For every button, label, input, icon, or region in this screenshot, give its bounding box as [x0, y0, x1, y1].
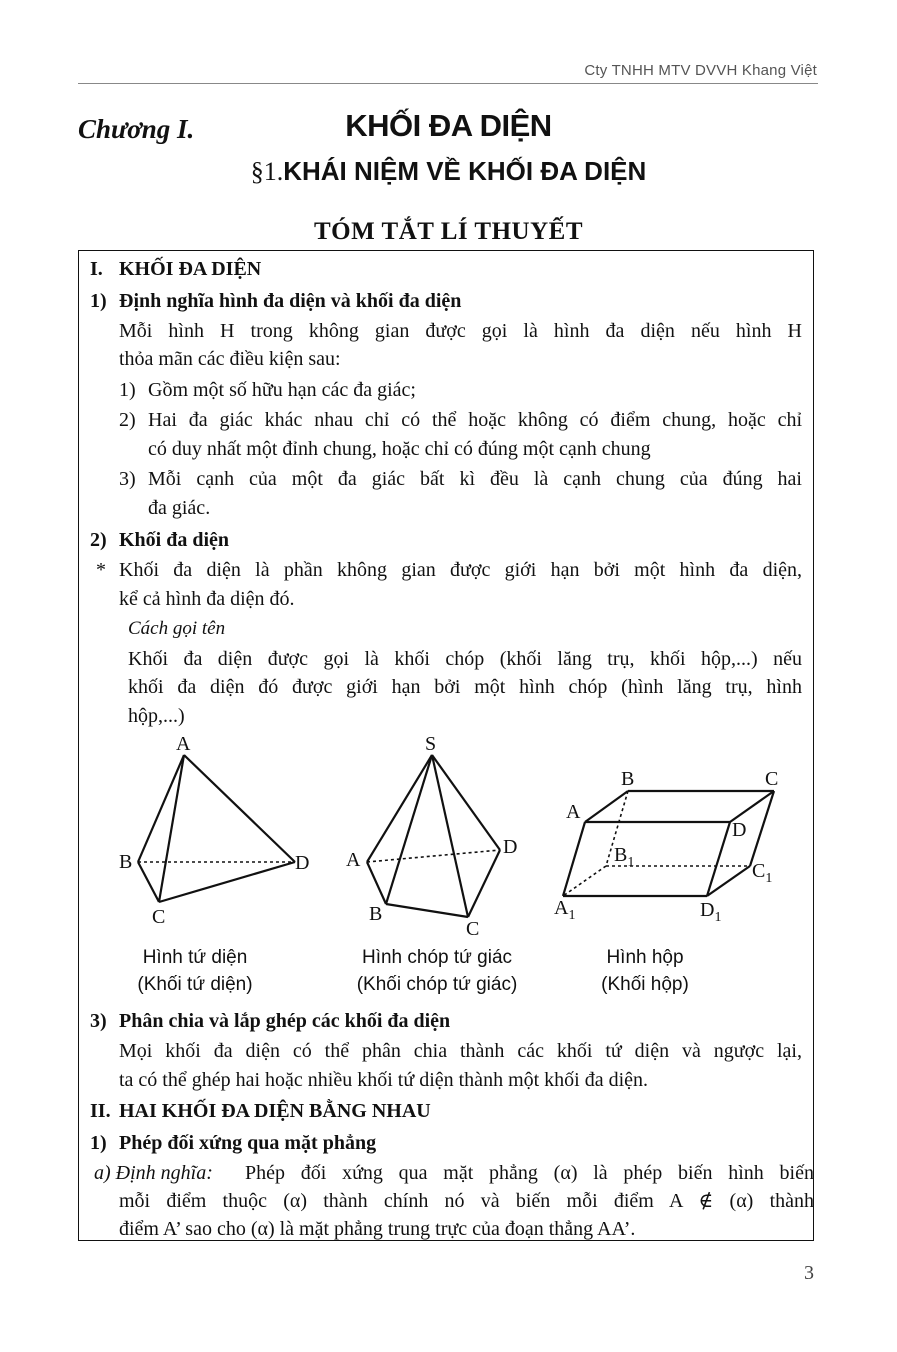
part1-heading: KHỐI ĐA DIỆN	[119, 258, 262, 280]
box-caption-line1: Hình hộp	[606, 947, 684, 968]
part1-num: I.	[90, 258, 103, 280]
s1-intro-line2: thỏa mãn các điều kiện sau:	[119, 348, 341, 370]
s2-num: 2)	[90, 529, 107, 551]
tetra-caption	[100, 944, 290, 998]
tetra-label-D: D	[295, 852, 310, 874]
cond2-num: 2)	[119, 409, 136, 431]
box-label-A1-sub: 1	[568, 908, 576, 923]
summary-title: TÓM TẮT LÍ THUYẾT	[314, 218, 583, 245]
page-number: 3	[804, 1262, 814, 1284]
running-header: Cty TNHH MTV DVVH Khang Việt	[584, 62, 817, 79]
cond2-line2: có duy nhất một đỉnh chung, hoặc chỉ có đúng một cạnh chung	[148, 438, 651, 460]
s3-num: 3)	[90, 1010, 107, 1032]
box-label-D1-sub: 1	[714, 910, 722, 925]
box-label-D1	[700, 899, 721, 925]
s3-heading: Phân chia và lắp ghép các khối đa diện	[119, 1010, 451, 1032]
box-caption-line2: (Khối hộp)	[601, 974, 689, 995]
part2-num: II.	[90, 1100, 111, 1122]
pyramid-label-S: S	[425, 733, 437, 755]
pyramid-caption-line2: (Khối chóp tứ giác)	[356, 974, 518, 995]
box-label-D: D	[732, 819, 747, 841]
box-caption	[560, 944, 730, 998]
naming-line3: hộp,...)	[128, 705, 185, 727]
definition-line1: Phép đối xứng qua mặt phẳng (α) là phép biến hình biến	[245, 1162, 814, 1184]
s2-bullet: *	[96, 559, 106, 581]
chapter-title: KHỐI ĐA DIỆN	[345, 108, 552, 143]
section-symbol: §1.	[250, 157, 284, 186]
chapter-label: Chương I.	[78, 114, 195, 144]
s1-num: 1)	[90, 290, 107, 312]
cond3-line2: đa giác.	[148, 497, 211, 519]
naming-label: Cách gọi tên	[128, 618, 226, 639]
definition-line2: mỗi điểm thuộc (α) thành chính nó và biến mỗi điểm A ∉ (α) thành	[119, 1190, 814, 1212]
cond1-num: 1)	[119, 379, 136, 401]
box-label-A: A	[566, 801, 581, 823]
s1-heading: Định nghĩa hình đa diện và khối đa diện	[119, 290, 462, 312]
box-label-C1-letter: C	[752, 860, 766, 882]
definition-line3: điểm A’ sao cho (α) là mặt phẳng trung trực của đoạn thẳng AA’.	[119, 1218, 636, 1240]
cond3-num: 3)	[119, 468, 136, 490]
tetra-caption-line1: Hình tứ diện	[142, 947, 248, 968]
section-title-text: KHÁI NIỆM VỀ KHỐI ĐA DIỆN	[283, 156, 647, 186]
box-label-C1	[752, 860, 772, 886]
pyramid-label-B: B	[369, 903, 383, 925]
cond2-line1: Hai đa giác khác nhau chỉ có thể hoặc không có điểm chung, hoặc chỉ	[148, 409, 802, 431]
s1-intro-line1: Mỗi hình H trong không gian được gọi là hình đa diện nếu hình H	[119, 320, 802, 342]
tetra-caption-line2: (Khối tứ diện)	[137, 974, 253, 995]
tetra-label-A: A	[176, 733, 191, 755]
box-label-D1-letter: D	[700, 899, 715, 921]
p2s1-num: 1)	[90, 1132, 107, 1154]
box-label-B1-letter: B	[614, 844, 628, 866]
pyramid-caption	[332, 944, 542, 998]
definition-label: a) Định nghĩa:	[94, 1162, 213, 1184]
box-label-A1-letter: A	[554, 897, 569, 919]
box-label-B: B	[621, 768, 635, 790]
pyramid-label-D: D	[503, 836, 518, 858]
cond1-text: Gồm một số hữu hạn các đa giác;	[148, 379, 416, 401]
tetrahedron-figure	[138, 755, 295, 902]
box-label-B1-sub: 1	[627, 855, 635, 870]
tetra-label-C: C	[152, 906, 166, 928]
s3-line2: ta có thể ghép hai hoặc nhiều khối tứ diện thành một khối đa diện.	[119, 1069, 649, 1091]
s2-heading: Khối đa diện	[119, 529, 230, 551]
box-label-A1	[554, 897, 575, 923]
box-label-C1-sub: 1	[765, 871, 773, 886]
pyramid-figure	[367, 755, 500, 917]
p2s1-heading: Phép đối xứng qua mặt phẳng	[119, 1132, 377, 1154]
pyramid-caption-line1: Hình chóp tứ giác	[361, 947, 513, 968]
box-figure	[563, 791, 774, 896]
s2-line2: kể cả hình đa diện đó.	[119, 588, 295, 610]
pyramid-label-A: A	[346, 849, 361, 871]
naming-line1: Khối đa diện được gọi là khối chóp (khối lăng trụ, khối hộp,...) nếu	[128, 648, 802, 670]
pyramid-label-C: C	[466, 918, 480, 940]
s2-line1: Khối đa diện là phần không gian được giới hạn bởi một hình đa diện,	[119, 559, 802, 581]
s3-line1: Mọi khối đa diện có thể phân chia thành các khối tứ diện và ngược lại,	[119, 1040, 802, 1062]
part2-heading: HAI KHỐI ĐA DIỆN BẰNG NHAU	[119, 1100, 431, 1122]
naming-line2: khối đa diện đó được giới hạn bởi một hình chóp (hình lăng trụ, hình	[128, 676, 802, 698]
tetra-label-B: B	[119, 851, 133, 873]
box-label-C: C	[765, 768, 779, 790]
cond3-line1: Mỗi cạnh của một đa giác bất kì đều là cạnh chung của đúng hai	[148, 468, 802, 490]
